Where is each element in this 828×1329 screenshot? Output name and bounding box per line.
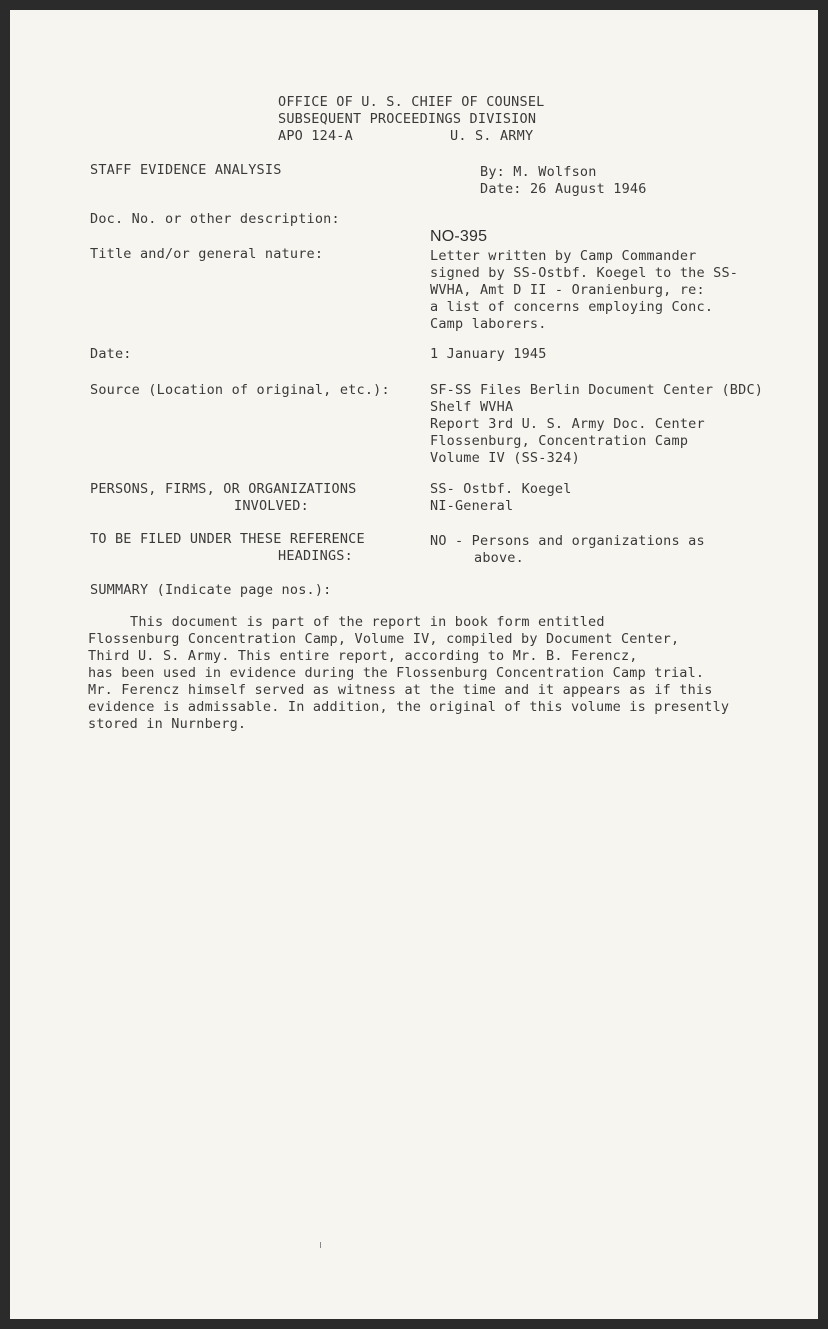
source-value-line: SF-SS Files Berlin Document Center (BDC) xyxy=(430,382,764,398)
source-value-line: Flossenburg, Concentration Camp xyxy=(430,433,689,449)
persons-label-involved: INVOLVED: xyxy=(234,498,309,514)
analysis-title: STAFF EVIDENCE ANALYSIS xyxy=(90,162,282,178)
analysis-date: Date: 26 August 1946 xyxy=(480,181,647,197)
doc-no-label: Doc. No. or other description: xyxy=(90,211,340,227)
source-value-line: Volume IV (SS-324) xyxy=(430,450,580,466)
header-division: SUBSEQUENT PROCEEDINGS DIVISION xyxy=(278,111,537,127)
summary-line: stored in Nurnberg. xyxy=(88,716,247,732)
summary-line: evidence is admissable. In addition, the original of this volume is presently xyxy=(88,699,730,715)
doc-no-value: NO-395 xyxy=(430,228,488,245)
document-page xyxy=(10,10,818,1319)
header-office: OFFICE OF U. S. CHIEF OF COUNSEL xyxy=(278,94,545,110)
title-value-line: a list of concerns employing Conc. xyxy=(430,299,714,315)
title-value-line: WVHA, Amt D II - Oranienburg, re: xyxy=(430,282,705,298)
header-army: U. S. ARMY xyxy=(450,128,534,144)
filed-label-headings: HEADINGS: xyxy=(278,548,353,564)
summary-paragraph xyxy=(88,614,768,733)
filed-value-cont: above. xyxy=(474,550,524,566)
summary-label: SUMMARY (Indicate page nos.): xyxy=(90,582,332,598)
persons-value-line: NI-General xyxy=(430,498,514,514)
analysis-by: By: M. Wolfson xyxy=(480,164,597,180)
persons-label: PERSONS, FIRMS, OR ORGANIZATIONS xyxy=(90,481,357,497)
title-value-line: Letter written by Camp Commander xyxy=(430,248,697,264)
title-value-line: Camp laborers. xyxy=(430,316,547,332)
summary-line: Mr. Ferencz himself served as witness at the time and it appears as if this xyxy=(88,682,713,698)
title-value-line: signed by SS-Ostbf. Koegel to the SS- xyxy=(430,265,739,281)
source-value-line: Shelf WVHA xyxy=(430,399,514,415)
filed-label: TO BE FILED UNDER THESE REFERENCE xyxy=(90,531,365,547)
summary-line: This document is part of the report in book form entitled xyxy=(130,614,605,630)
source-label: Source (Location of original, etc.): xyxy=(90,382,390,398)
header-apo: APO 124-A xyxy=(278,128,353,144)
summary-line: Third U. S. Army. This entire report, according to Mr. B. Ferencz, xyxy=(88,648,638,664)
persons-value-line: SS- Ostbf. Koegel xyxy=(430,481,572,497)
summary-line: has been used in evidence during the Flossenburg Concentration Camp trial. xyxy=(88,665,705,681)
filed-value: NO - Persons and organizations as xyxy=(430,533,705,549)
date-label: Date: xyxy=(90,346,132,362)
source-value-line: Report 3rd U. S. Army Doc. Center xyxy=(430,416,705,432)
title-label: Title and/or general nature: xyxy=(90,246,324,262)
summary-line: Flossenburg Concentration Camp, Volume IV, compiled by Document Center, xyxy=(88,631,680,647)
date-value: 1 January 1945 xyxy=(430,346,547,362)
paper-mark xyxy=(320,1242,321,1248)
